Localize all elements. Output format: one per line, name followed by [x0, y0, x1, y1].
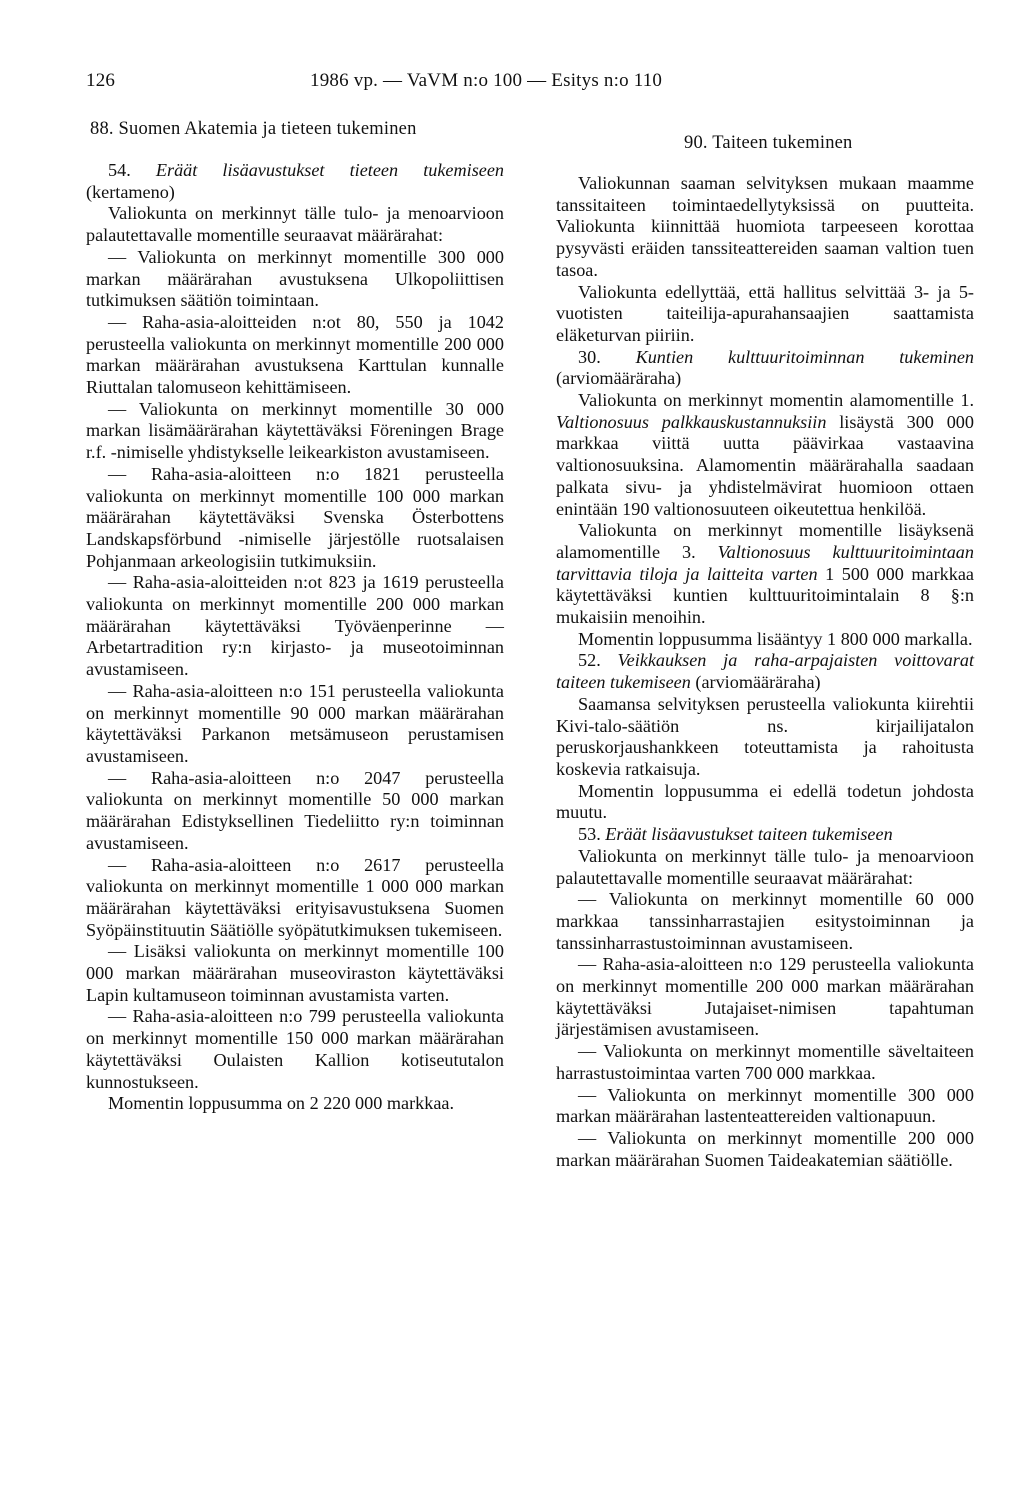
section-heading-90: 90. Taiteen tukeminen [684, 133, 853, 153]
paragraph: Valiokunnan saaman selvityksen mukaan maamme tanssitaiteen toimintaedellytyksissä on puutteita. Valiokunta kiinnittää huomiota tarpeeseen korottaa pysyvästi eräiden tanssiteattereiden saaman valtion tuen tasoa. [556, 173, 974, 280]
section-heading-88: 88. Suomen Akatemia ja tieteen tukeminen [90, 119, 417, 139]
running-title: 1986 vp. — VaVM n:o 100 — Esitys n:o 110 [310, 70, 663, 91]
paragraph: Saamansa selvityksen perusteella valiokunta kiirehtii Kivi-talo-säätiön ns. kirjailijatalon peruskorjaushankkeen toteuttamista ja rahoitusta koskevia ratkaisuja. [556, 693, 974, 779]
paragraph: — Raha-asia-aloitteen n:o 1821 perusteella valiokunta on merkinnyt momentille 100 000 markan määrärahan käytettäväksi Svenska Österbottens Landskapsförbund -nimiselle järjestölle ruotsalaisen Pohjanmaan arkeologisiin tutkimuksiin. [86, 463, 504, 571]
paragraph: Valiokunta on merkinnyt momentille lisäyksenä alamomentille 3. Valtionosuus kulttuuritoimintaan tarvittavia tiloja ja laitteita varten 1 500 000 markkaa käytettäväksi kuntien kulttuuritoimintalain 8 §:n mukaisiin menoihin. [556, 520, 974, 628]
paragraph: — Valiokunta on merkinnyt momentille säveltaiteen harrastustoimintaa varten 700 000 markkaa. [556, 1041, 974, 1083]
paragraph: Momentin loppusumma ei edellä todetun johdosta muutu. [556, 780, 974, 823]
paragraph: — Valiokunta on merkinnyt momentille 300 000 markan määrärahan avustuksena Ulkopoliittisen tutkimuksen säätiön toimintaan. [86, 246, 504, 311]
paragraph: Valiokunta on merkinnyt tälle tulo- ja menoarvioon palautettavalle momentille seuraavat määrärahat: [556, 845, 974, 888]
paragraph: — Raha-asia-aloitteen n:o 799 perusteella valiokunta on merkinnyt momentille 150 000 markan määrärahan käytettäväksi Oulaisten Kallion kotiseututalon kunnostukseen. [86, 1006, 504, 1092]
item-30-title: 30. Kuntien kulttuuritoiminnan tukeminen (arviomääräraha) [556, 346, 974, 389]
paragraph: — Raha-asia-aloitteen n:o 129 perusteella valiokunta on merkinnyt momentille 200 000 markan määrärahan käytettäväksi Jutajaiset-nimisen tapahtuman järjestämisen avustamiseen. [556, 954, 974, 1040]
paragraph: — Raha-asia-aloitteiden n:ot 80, 550 ja 1042 perusteella valiokunta on merkinnyt momentille 200 000 markan määrärahan avustuksena Karttulan kunnalle Riuttalan talomuseon kehittämiseen. [86, 311, 504, 398]
paragraph: — Valiokunta on merkinnyt momentille 200 000 markan määrärahan Suomen Taideakatemian säätiölle. [556, 1127, 974, 1170]
paragraph: Valiokunta on merkinnyt momentin alamomentille 1. Valtionosuus palkkauskustannuksiin lisäystä 300 000 markkaa viittä uutta päävirkaa vastaavina valtionosuuksina. Alamomentin määrärahalla saadaan palkata sivu- ja yhdistelmävirat huomioon ottaen enintään 190 valtionosuuteen oikeutettua henkilöä. [556, 390, 974, 519]
paragraph: — Valiokunta on merkinnyt momentille 60 000 markkaa tanssinharrastajien esitystoiminnan ja tanssinharrastustoiminnan avustamiseen. [556, 889, 974, 953]
paragraph: — Valiokunta on merkinnyt momentille 300 000 markan määrärahan lastenteattereiden valtionapuun. [556, 1084, 974, 1127]
page-number: 126 [86, 70, 116, 91]
paragraph: — Raha-asia-aloitteen n:o 2617 perusteella valiokunta on merkinnyt momentille 1 000 000 markan määrärahan käytettäväksi erityisavustuksena Suomen Syöpäinstituutin Säätiölle syöpätutkimuksen tukemiseen. [86, 854, 504, 940]
paragraph: Valiokunta edellyttää, että hallitus selvittää 3- ja 5-vuotisten taiteilija-apurahansaajien saattamista eläketurvan piiriin. [556, 281, 974, 345]
paragraph: — Valiokunta on merkinnyt momentille 30 000 markan lisämäärärahan käytettäväksi Föreningen Brage r.f. -nimiselle yhdistykselle leikearkiston avustamiseen. [86, 398, 504, 463]
paragraph: — Raha-asia-aloitteen n:o 151 perusteella valiokunta on merkinnyt momentille 90 000 markan määrärahan käytettäväksi Parkanon metsämuseon perustamisen avustamiseen. [86, 680, 504, 766]
item-54-title: 54. Eräät lisäavustukset tieteen tukemiseen (kertameno) [86, 160, 505, 202]
paragraph: Valiokunta on merkinnyt tälle tulo- ja menoarvioon palautettavalle momentille seuraavat määrärahat: [86, 203, 504, 246]
left-column [86, 118, 504, 1115]
paragraph: — Lisäksi valiokunta on merkinnyt momentille 100 000 markan määrärahan museoviraston käytettäväksi Lapin kultamuseon toiminnan avustamista varten. [86, 941, 504, 1005]
paragraph: Momentin loppusumma lisääntyy 1 800 000 markalla. [578, 628, 973, 649]
item-53-title: 53. Eräät lisäavustukset taiteen tukemiseen [578, 824, 893, 845]
item-52-title: 52. Veikkauksen ja raha-arpajaisten voittovarat taiteen tukemiseen (arviomääräraha) [556, 650, 974, 693]
paragraph: — Raha-asia-aloitteiden n:ot 823 ja 1619 perusteella valiokunta on merkinnyt momentille 200 000 markan määrärahan käytettäväksi Työväenperinne — Arbetartradition ry:n kirjasto- ja museotoiminnan avustamiseen. [86, 572, 504, 680]
paragraph: Momentin loppusumma on 2 220 000 markkaa. [108, 1093, 455, 1114]
right-column [556, 118, 974, 1171]
paragraph: — Raha-asia-aloitteen n:o 2047 perusteella valiokunta on merkinnyt momentille 50 000 markan määrärahan Edistyksellinen Tiedeliitto ry:n toiminnan avustamiseen. [86, 767, 504, 853]
